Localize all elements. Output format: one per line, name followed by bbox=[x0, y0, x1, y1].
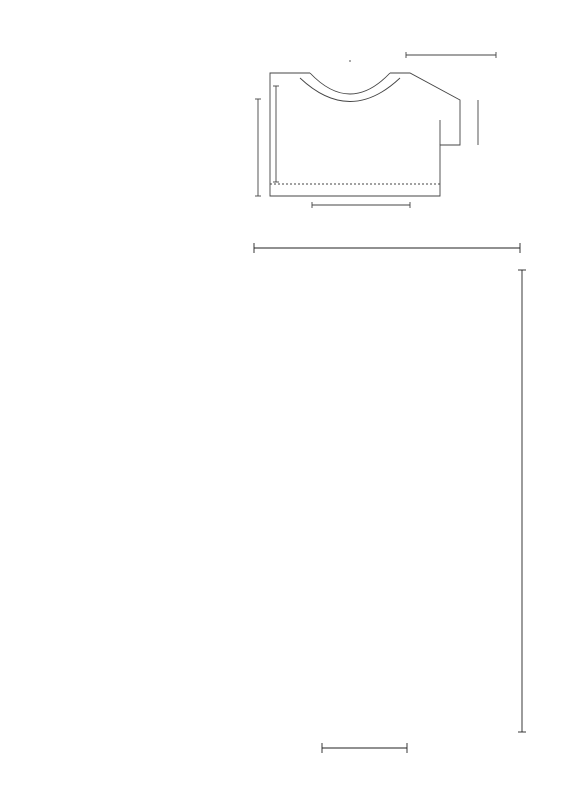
instructions-column bbox=[28, 46, 250, 64]
